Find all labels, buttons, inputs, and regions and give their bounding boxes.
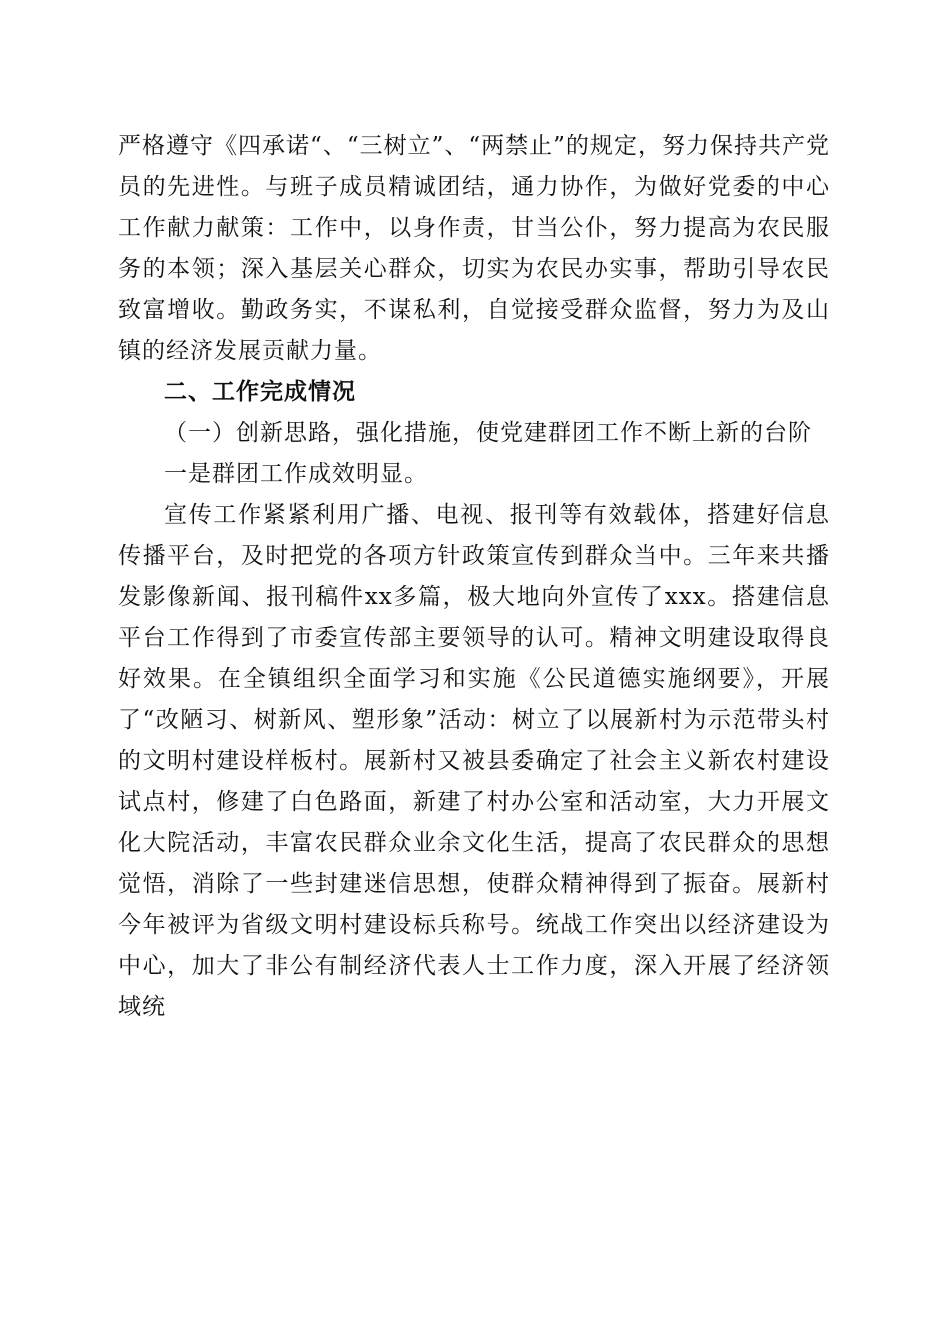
section-heading: 二、工作完成情况 xyxy=(164,379,356,405)
document-body xyxy=(118,126,830,1028)
paragraph-publicity: 宣传工作紧紧利用广播、电视、报刊等有效载体，搭建好信息传播平台，及时把党的各项方针政策宣传到群众当中。三年来共播发影像新闻、报刊稿件xx多篇，极大地向外宣传了xxx。搭建信息平台工作得到了市委宣传部主要领导的认可。精神文明建设取得良好效果。在全镇组织全面学习和实施《公民道德实施纲要》，开展了“改陋习、树新风、塑形象”活动：树立了以展新村为示范带头村的文明村建设样板村。展新村又被县委确定了社会主义新农村建设试点村，修建了白色路面，新建了村办公室和活动室，大力开展文化大院活动，丰富农民群众业余文化生活，提高了农民群众的思想觉悟，消除了一些封建迷信思想，使群众精神得到了振奋。展新村今年被评为省级文明村建设标兵称号。统战工作突出以经济建设为中心，加大了非公有制经济代表人士工作力度，深入开展了经济领域统 xyxy=(118,502,830,1020)
point-heading: 一是群团工作成效明显。 xyxy=(164,461,428,487)
paragraph-continuation: 严格遵守《四承诺“、“三树立”、“两禁止”的规定，努力保持共产党员的先进性。与班子成员精诚团结，通力协作，为做好党委的中心工作献力献策：工作中，以身作责，甘当公仆，努力提高为农民服务的本领；深入基层关心群众，切实为农民办实事，帮助引导农民致富增收。勤政务实，不谋私利，自觉接受群众监督，努力为及山镇的经济发展贡献力量。 xyxy=(118,133,830,364)
subsection-heading: （一）创新思路，强化措施，使党建群团工作不断上新的台阶 xyxy=(164,420,812,446)
